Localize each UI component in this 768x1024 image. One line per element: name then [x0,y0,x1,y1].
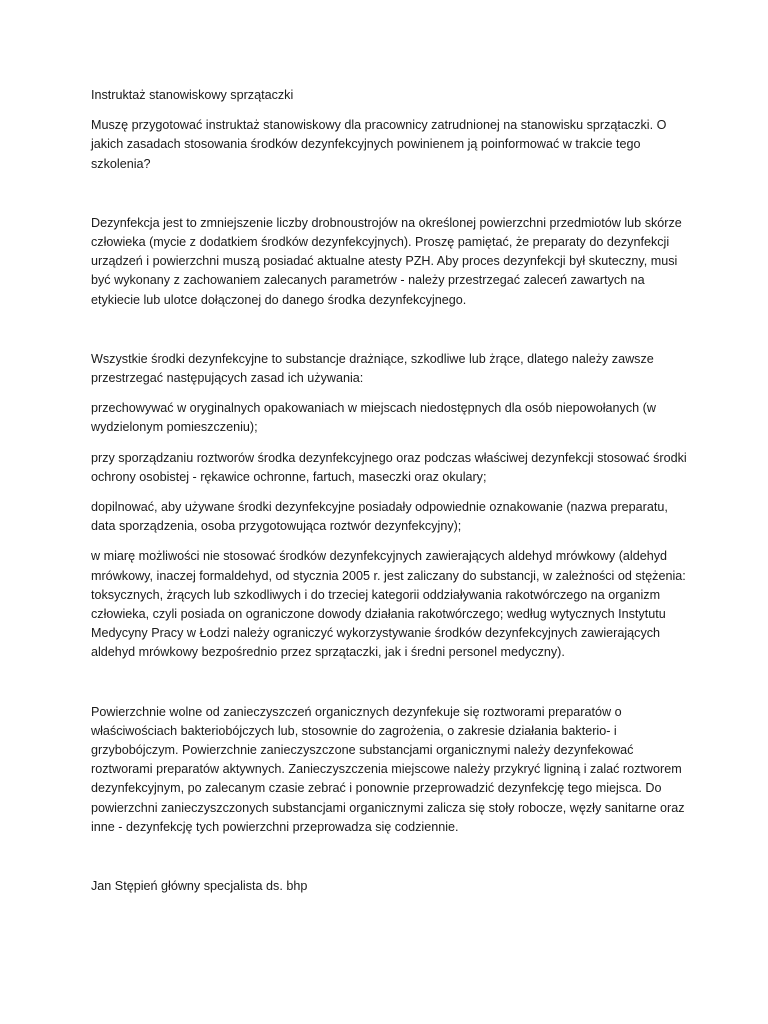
rule-labeling: dopilnować, aby używane środki dezynfekcyjne posiadały odpowiednie oznakowanie (nazwa preparatu, data sporządzenia, osoba przygotowująca roztwór dezynfekcyjny); [91,500,668,534]
definition-paragraph: Dezynfekcja jest to zmniejszenie liczby drobnoustrojów na określonej powierzchni przedmiotów lub skórze człowieka (mycie z dodatkiem środków dezynfekcyjnych). Proszę pamiętać, że preparaty do dezynfekcji urządzeń i powierzchni muszą posiadać aktualne atesty PZH. Aby proces dezynfekcji był skuteczny, musi być wykonany z zachowaniem zalecanych parametrów - należy przestrzegać zaleceń zawartych na etykiecie lub ulotce dołączonej do danego środka dezynfekcyjnego. [91,215,682,307]
rule-storage: przechowywać w oryginalnych opakowaniach w miejscach niedostępnych dla osób niepowołanych (w wydzielonym pomieszczeniu); [91,401,656,435]
question-paragraph: Muszę przygotować instruktaż stanowiskowy dla pracownicy zatrudnionej na stanowisku sprzątaczki. O jakich zasadach stosowania środków dezynfekcyjnych powinienem ją poinformować w trakcie tego szkolenia? [91,118,667,171]
signature: Jan Stępień główny specjalista ds. bhp [91,879,308,894]
rule-protection: przy sporządzaniu roztworów środka dezynfekcyjnego oraz podczas właściwej dezynfekcji stosować środki ochrony osobistej - rękawice ochronne, fartuch, maseczki oraz okulary; [91,450,687,484]
rules-intro-paragraph: Wszystkie środki dezynfekcyjne to substancje drażniące, szkodliwe lub żrące, dlatego należy zawsze przestrzegać następujących zasad ich używania: [91,351,654,386]
surfaces-paragraph: Powierzchnie wolne od zanieczyszczeń organicznych dezynfekuje się roztworami preparatów o właściwościach bakteriobójczych lub, stosownie do zagrożenia, o zakresie działania bakterio- i grzybobójczym. Powierzchnie zanieczyszczone substancjami organicznymi należy dezynfekować roztworami preparatów aktywnych. Zanieczyszczenia miejscowe należy przykryć ligniną i zalać roztworem dezynfekcyjnym, po zalecanym czasie zebrać i ponownie przeprowadzić dezynfekcję tego miejsca. Do powierzchni zanieczyszczonych substancjami organicznymi zalicza się stoły robocze, węzły sanitarne oraz inne - dezynfekcję tych powierzchni przeprowadza się codziennie. [91,704,685,834]
rule-formaldehyde: w miarę możliwości nie stosować środków dezynfekcyjnych zawierających aldehyd mrówkowy (aldehyd mrówkowy, inaczej formaldehyd, od stycznia 2005 r. jest zaliczany do substancji, w zależności od stężenia: toksycznych, żrących lub szkodliwych i do trzeciej kategorii oddziaływania rakotwórczego na organizm człowieka, czyli posiada on ograniczone dowody działania rakotwórczego; według wytycznych Instytutu Medycyny Pracy w Łodzi należy ograniczyć wykorzystywanie środków dezynfekcyjnych zawierających aldehyd mrówkowy bezpośrednio przez sprzątaczki, jak i średni personel medyczny). [91,549,686,660]
document-body [91,86,691,896]
document-title: Instruktaż stanowiskowy sprzątaczki [91,88,294,102]
